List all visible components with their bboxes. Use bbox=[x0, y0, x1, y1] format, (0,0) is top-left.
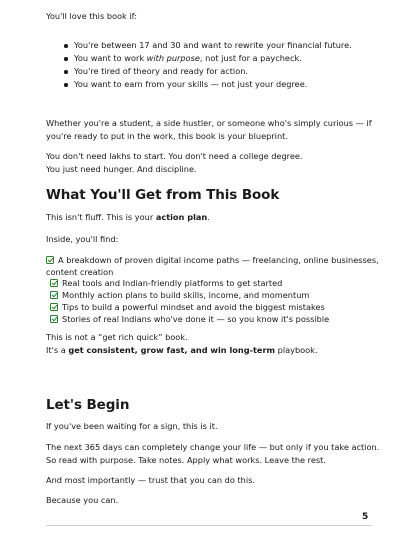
inside-line: Inside, you'll find: bbox=[46, 234, 119, 244]
checklist-item-2 bbox=[50, 277, 282, 289]
section-heading-what-youll-get: What You'll Get from This Book bbox=[46, 187, 280, 203]
footer-divider bbox=[46, 525, 372, 526]
checklist-item-4-text: Tips to build a powerful mindset and avoid the biggest mistakes bbox=[62, 302, 325, 312]
intro-paragraph-line-1: Whether you're a student, a side hustler, or someone who's simply curious — if bbox=[46, 118, 372, 128]
not-quick-line: This is not a “get rich quick” book. bbox=[46, 332, 188, 342]
page-number: 5 bbox=[362, 512, 369, 522]
checkbox-checked-icon bbox=[50, 315, 58, 323]
checklist-item-5-text: Stories of real Indians who've done it — so you know it's possible bbox=[62, 314, 330, 324]
because-line: Because you can. bbox=[46, 495, 119, 505]
next-days-line-1: The next 365 days can completely change your life — but only if you take action. bbox=[46, 442, 380, 452]
playbook-post: playbook. bbox=[275, 345, 318, 355]
bullet-item-3: You're tired of theory and ready for action. bbox=[74, 66, 249, 76]
checklist-item-2-text: Real tools and Indian-friendly platforms to get started bbox=[62, 278, 283, 288]
checkbox-checked-icon bbox=[50, 303, 58, 311]
bullet-item-2 bbox=[74, 52, 302, 65]
checkbox-checked-icon bbox=[50, 291, 58, 299]
sign-line: If you've been waiting for a sign, this is it. bbox=[46, 421, 218, 431]
checklist-item-3-text: Monthly action plans to build skills, income, and momentum bbox=[62, 290, 310, 300]
start-paragraph-line-1: You don't need lakhs to start. You don't need a college degree. bbox=[46, 151, 303, 161]
checklist-item-3 bbox=[50, 289, 309, 301]
checkbox-checked-icon bbox=[50, 279, 58, 287]
playbook-bold: get consistent, grow fast, and win long-term bbox=[68, 345, 276, 355]
bullet-item-2-pre: You want to work bbox=[74, 53, 147, 63]
section-heading-lets-begin: Let's Begin bbox=[46, 397, 130, 413]
action-plan-bold: action plan bbox=[155, 212, 208, 222]
checklist-item-1 bbox=[46, 254, 379, 266]
action-plan-line bbox=[46, 211, 376, 224]
bullet-item-4: You want to earn from your skills — not just your degree. bbox=[74, 79, 308, 89]
next-days-line-2: So read with purpose. Take notes. Apply what works. Leave the rest. bbox=[46, 455, 326, 465]
trust-line: And most importantly — trust that you can do this. bbox=[46, 475, 255, 485]
action-plan-post: . bbox=[207, 212, 210, 222]
checklist-item-5 bbox=[50, 313, 329, 325]
checklist-item-1-continuation: content creation bbox=[46, 267, 114, 277]
checklist-item-1-text: A breakdown of proven digital income paths — freelancing, online businesses, bbox=[58, 255, 379, 265]
bullet-item-2-emphasis: with purpose bbox=[146, 53, 200, 63]
bullet-item-1: You're between 17 and 30 and want to rewrite your financial future. bbox=[74, 40, 352, 50]
bullet-item-2-post: , not just for a paycheck. bbox=[199, 53, 302, 63]
intro-paragraph-line-2: you're ready to put in the work, this book is your blueprint. bbox=[46, 131, 288, 141]
checklist-item-4 bbox=[50, 301, 325, 313]
action-plan-pre: This isn't fluff. This is your bbox=[46, 212, 156, 222]
start-paragraph-line-2: You just need hunger. And discipline. bbox=[46, 164, 197, 174]
playbook-line bbox=[46, 344, 376, 357]
checkbox-checked-icon bbox=[46, 256, 54, 264]
playbook-pre: It's a bbox=[46, 345, 69, 355]
love-lead: You'll love this book if: bbox=[46, 11, 138, 21]
